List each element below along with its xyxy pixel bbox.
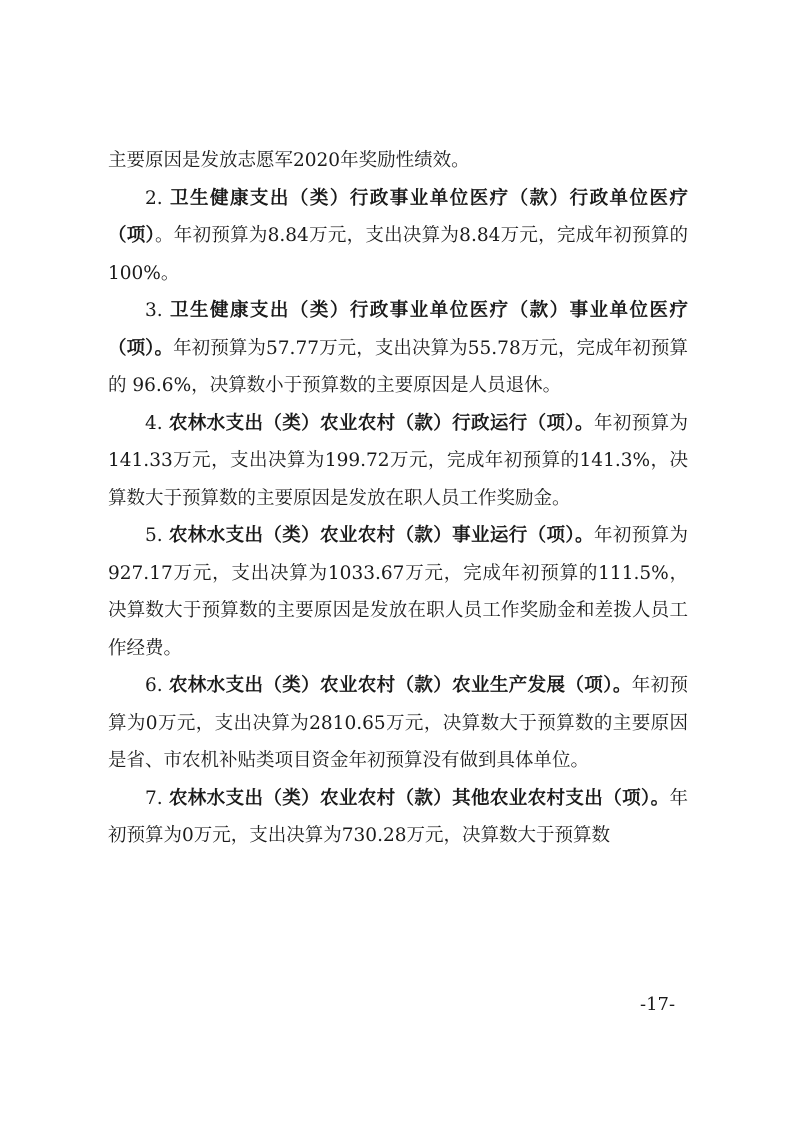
item-heading: 卫生健康支出（类）行政事业单位医疗（款）事业单位医疗（项）。	[108, 300, 688, 359]
item-number: 3.	[145, 300, 163, 321]
paragraph-item-2	[108, 180, 688, 293]
item-number: 6.	[145, 675, 163, 696]
paragraph-item-5	[108, 517, 688, 667]
item-body: 年初预算为927.17万元，支出决算为1033.67万元，完成年初预算的111.5%，决算数大于预算数的主要原因是发放在职人员工作奖励金和差拨人员工作经费。	[108, 525, 688, 659]
item-heading: 农林水支出（类）农业农村（款）其他农业农村支出（项）。	[168, 787, 670, 809]
item-number: 7.	[145, 787, 163, 809]
item-body: 。年初预算为8.84万元，支出决算为8.84万元，完成年初预算的100%。	[108, 225, 688, 284]
item-number: 2.	[145, 187, 163, 209]
paragraph-item-3	[108, 292, 688, 405]
paragraph-text: 主要原因是发放志愿军2020年奖励性绩效。	[108, 150, 470, 171]
item-body: 年初预算为57.77万元，支出决算为55.78万元，完成年初预算的 96.6%，决算数小于预算数的主要原因是人员退休。	[108, 337, 688, 396]
item-heading: 农林水支出（类）农业农村（款）行政运行（项）。	[168, 412, 594, 434]
item-number: 5.	[145, 525, 163, 546]
item-body: 年初预算为141.33万元，支出决算为199.72万元，完成年初预算的141.3%，决算数大于预算数的主要原因是发放在职人员工作奖励金。	[108, 412, 688, 509]
paragraph-item-6	[108, 667, 688, 780]
item-heading: 农林水支出（类）农业农村（款）农业生产发展（项）。	[168, 675, 632, 696]
paragraph-item-7	[108, 780, 688, 855]
document-body	[108, 142, 688, 855]
item-number: 4.	[145, 412, 163, 434]
item-body: 年初预算为0万元，支出决算为730.28万元，决算数大于预算数	[108, 787, 688, 846]
item-body: 年初预算为0万元，支出决算为2810.65万元，决算数大于预算数的主要原因是省、市农机补贴类项目资金年初预算没有做到具体单位。	[108, 675, 688, 771]
item-heading: 农林水支出（类）农业农村（款）事业运行（项）。	[168, 525, 594, 546]
page-number: -17-	[640, 994, 676, 1015]
paragraph-item-4	[108, 405, 688, 518]
item-heading: 卫生健康支出（类）行政事业单位医疗（款）行政单位医疗（项）	[108, 187, 688, 246]
paragraph-continuation	[108, 142, 688, 180]
